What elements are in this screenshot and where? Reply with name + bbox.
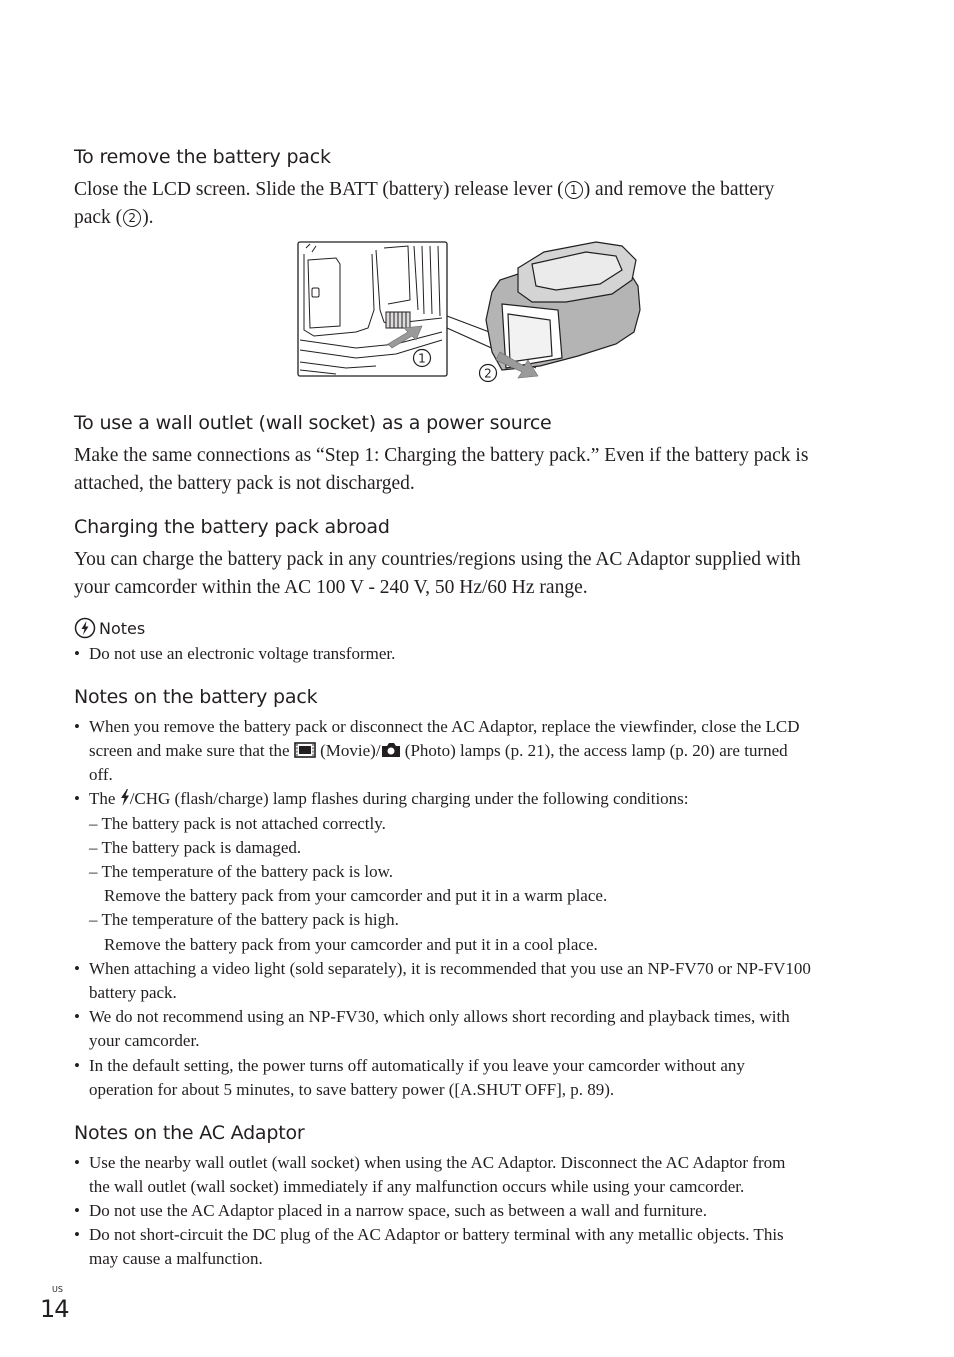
page-region-code: US [52,1285,63,1294]
bullet: • [74,644,80,663]
text-line: the wall outlet (wall socket) immediately if any malfunction occurs while using your camcorder. [89,1177,745,1197]
photo-camera-icon [381,742,401,758]
bullet: • [74,717,80,736]
paragraph-remove-battery [74,176,874,232]
heading-adaptor-notes: Notes on the AC Adaptor [74,1122,305,1144]
notes-caution-icon [74,617,96,639]
page-number: 14 [40,1295,69,1323]
battery-removal-illustration [296,240,646,385]
sub-list-item: – The temperature of the battery pack is high. [89,910,399,929]
text-line: We do not recommend using an NP-FV30, which only allows short recording and playback times, with [89,1007,790,1026]
list-item-text [89,715,874,788]
text-span: ) and remove the battery [583,179,775,200]
text-span: /CHG (flash/charge) lamp flashes during charging under the following conditions: [129,789,689,808]
list-item [74,957,874,1005]
notes-label-text: Notes [99,618,146,638]
text-line: battery pack. [89,983,177,1003]
flash-icon [120,789,130,806]
list-item-text: Do not use the AC Adaptor placed in a narrow space, such as between a wall and furniture. [89,1201,707,1220]
text-line: your camcorder. [89,1031,200,1051]
heading-charging-abroad: Charging the battery pack abroad [74,516,390,538]
list-item [74,1151,874,1199]
text-line: attached, the battery pack is not discharged. [74,473,415,494]
circled-number-1: 1 [565,181,583,199]
circled-number-2: 2 [123,209,141,227]
illustration-svg [296,240,646,385]
text-span: (Movie)/ [315,741,381,761]
list-item-text [89,1223,874,1271]
sub-list-item: – The battery pack is damaged. [89,838,302,857]
paragraph-wall-outlet [74,442,874,498]
heading-remove-battery: To remove the battery pack [74,146,331,168]
list-item [74,1005,874,1053]
movie-icon [294,742,316,758]
bullet: • [74,1007,80,1026]
text-line: Do not short-circuit the DC plug of the AC Adaptor or battery terminal with any metallic objects. This [89,1225,784,1244]
list-item-text [89,1005,874,1053]
bullet: • [74,959,80,978]
sub-list-item: – The temperature of the battery pack is low. [89,862,393,881]
text-line: You can charge the battery pack in any countries/regions using the AC Adaptor supplied with [74,549,801,570]
heading-wall-outlet: To use a wall outlet (wall socket) as a power source [74,412,552,434]
list-item-text [89,1054,874,1102]
text-line: off. [89,765,113,785]
list-item [74,1199,874,1223]
figure-label-2: 2 [484,366,492,381]
text-line: In the default setting, the power turns off automatically if you leave your camcorder without any [89,1056,745,1075]
text-span: Close the LCD screen. Slide the BATT (battery) release lever ( [74,179,564,200]
paragraph-charging-abroad [74,546,874,602]
text-line: When attaching a video light (sold separately), it is recommended that you use an NP-FV70 or NP-FV100 [89,959,811,978]
list-item-text: Do not use an electronic voltage transformer. [89,644,396,663]
list-item [74,1054,874,1102]
list-item [74,1223,874,1271]
text-span: pack ( [74,207,123,228]
list-item [74,715,874,788]
text-line: your camcorder within the AC 100 V - 240 V, 50 Hz/60 Hz range. [74,577,588,598]
text-line: Use the nearby wall outlet (wall socket) when using the AC Adaptor. Disconnect the AC Adaptor from [89,1153,786,1172]
sub-list-item-detail: Remove the battery pack from your camcorder and put it in a warm place. [104,886,608,905]
figure-label-1: 1 [418,351,426,366]
text-line: operation for about 5 minutes, to save battery power ([A.SHUT OFF], p. 89). [89,1080,615,1100]
text-span: (Photo) lamps (p. 21), the access lamp (p. 20) are turned [400,741,788,761]
text-span: screen and make sure that the [89,741,294,761]
notes-label [74,617,145,639]
list-item-text [89,1151,874,1199]
bullet: • [74,1056,80,1075]
list-item [74,642,874,666]
text-line: may cause a malfunction. [89,1249,263,1269]
text-line: Make the same connections as “Step 1: Charging the battery pack.” Even if the battery pack is [74,445,809,466]
list-item-text [89,957,874,1005]
bullet: • [74,1201,80,1220]
list-item-text [89,787,874,811]
bullet: • [74,789,80,808]
list-item [74,787,874,811]
bullet: • [74,1153,80,1172]
sub-list-item-detail: Remove the battery pack from your camcorder and put it in a cool place. [104,935,598,954]
sub-list-item: – The battery pack is not attached correctly. [89,814,386,833]
bullet: • [74,1225,80,1244]
text-line: When you remove the battery pack or disconnect the AC Adaptor, replace the viewfinder, close the LCD [89,717,800,736]
text-span: The [89,789,120,808]
text-span: ). [142,207,154,228]
heading-battery-notes: Notes on the battery pack [74,686,318,708]
